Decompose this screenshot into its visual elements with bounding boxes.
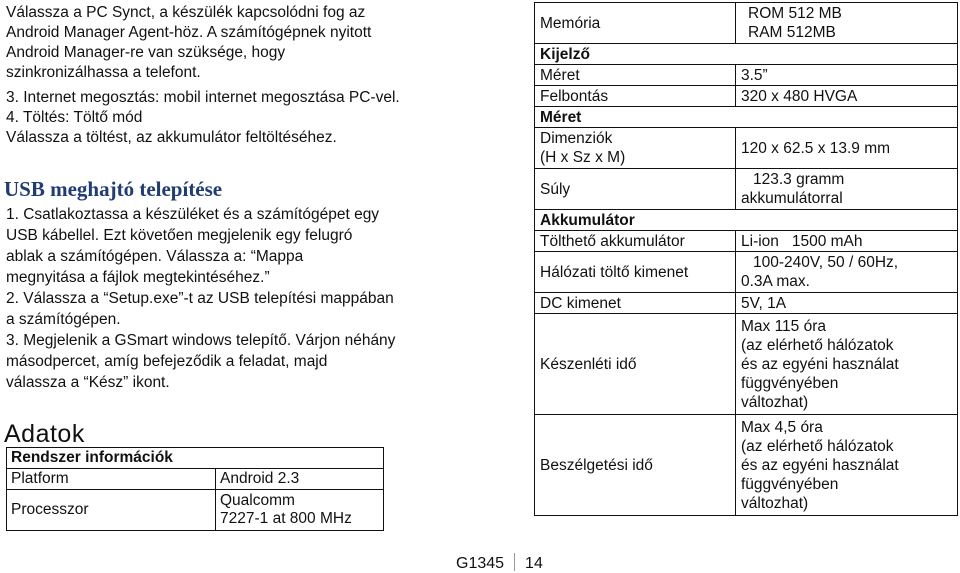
cell-line: változhat)	[741, 494, 809, 512]
cell-line: (az elérhető hálózatok	[741, 437, 894, 455]
table-row	[535, 314, 958, 415]
page-footer	[456, 553, 543, 573]
intro-line: Válassza a PC Synct, a készülék kapcsolódni fog az	[6, 4, 366, 21]
table-cell-value	[216, 490, 384, 531]
intro-line: szinkronizálhassa a telefont.	[6, 64, 201, 81]
intro-line: Android Manager-re van szüksége, hogy	[6, 44, 286, 61]
table-row	[535, 65, 958, 86]
usb-step-line: 2. Válassza a “Setup.exe”-t az USB telepítési mappában	[6, 290, 394, 307]
table-row	[535, 415, 958, 516]
usb-step-line: másodpercet, amíg befejeződik a feladat, majd	[6, 353, 328, 370]
table-cell-value	[736, 3, 958, 44]
table-row	[7, 490, 384, 531]
model-name: G1345	[456, 555, 505, 572]
table-cell-label: Processzor	[7, 490, 216, 531]
table-row	[535, 210, 958, 231]
table-cell-value: Android 2.3	[216, 469, 384, 490]
table-cell-label: Felbontás	[535, 86, 736, 107]
cell-line: függvényében	[741, 374, 839, 392]
table-section-header: Kijelző	[535, 44, 958, 65]
intro-line: Android Manager Agent-höz. A számítógépnek nyitott	[6, 24, 372, 41]
table-cell-label: Beszélgetési idő	[535, 415, 736, 516]
table-row	[535, 231, 958, 252]
table-cell-label: Tölthető akkumulátor	[535, 231, 736, 252]
table-row	[535, 293, 958, 314]
system-info-table	[6, 447, 384, 531]
section-title-adatok: Adatok	[4, 420, 85, 448]
table-cell-value	[736, 314, 958, 415]
cell-line: változhat)	[741, 393, 809, 411]
table-cell-label: DC kimenet	[535, 293, 736, 314]
cell-line: akkumulátorral	[741, 190, 843, 207]
table-cell-value: 5V, 1A	[736, 293, 958, 314]
cell-line: 7227-1 at 800 MHz	[220, 510, 352, 527]
table-row	[535, 252, 958, 293]
footer-divider	[514, 553, 515, 571]
table-row	[7, 448, 384, 469]
usb-step-line: 3. Megjelenik a GSmart windows telepítő. Várjon néhány	[6, 332, 396, 349]
table-row	[535, 169, 958, 210]
cell-line: RAM 512MB	[748, 24, 836, 41]
table-cell-label	[535, 128, 736, 169]
cell-line: függvényében	[741, 475, 839, 493]
list-item: Válassza a töltést, az akkumulátor feltöltéséhez.	[6, 129, 337, 146]
table-section-header: Méret	[535, 107, 958, 128]
table-row	[535, 3, 958, 44]
cell-line: ROM 512 MB	[748, 5, 842, 22]
spec-table	[534, 2, 958, 516]
usb-step-line: válassza a “Kész” ikont.	[6, 374, 170, 391]
cell-line: Max 115 óra	[741, 317, 827, 335]
table-row	[535, 128, 958, 169]
table-cell-value	[736, 169, 958, 210]
usb-step-line: USB kábellel. Ezt követően megjelenik egy felugró	[6, 227, 353, 244]
table-row	[535, 44, 958, 65]
table-cell-label: Memória	[535, 3, 736, 44]
table-header: Rendszer információk	[7, 448, 384, 469]
table-row	[535, 107, 958, 128]
usb-step-line: 1. Csatlakoztassa a készüléket és a számítógépet egy	[6, 206, 380, 223]
cell-line: (H x Sz x M)	[540, 149, 626, 166]
cell-line: 0.3A max.	[741, 273, 810, 290]
cell-line: 100-240V, 50 / 60Hz,	[753, 254, 899, 271]
table-cell-value: 3.5”	[736, 65, 958, 86]
table-cell-label: Hálózati töltő kimenet	[535, 252, 736, 293]
table-cell-value	[736, 415, 958, 516]
cell-line: Qualcomm	[220, 492, 295, 509]
table-row	[7, 469, 384, 490]
table-cell-label: Méret	[535, 65, 736, 86]
usb-step-line: megnyitása a fájlok megtekintéséhez.”	[6, 269, 270, 286]
table-section-header: Akkumulátor	[535, 210, 958, 231]
table-cell-value	[736, 252, 958, 293]
table-cell-label: Platform	[7, 469, 216, 490]
list-item: 4. Töltés: Töltő mód	[6, 109, 143, 126]
cell-line: és az egyéni használat	[741, 355, 899, 373]
table-cell-value: Li-ion 1500 mAh	[736, 231, 958, 252]
page-number: 14	[525, 555, 543, 572]
usb-step-line: a számítógépen.	[6, 311, 121, 328]
cell-line: (az elérhető hálózatok	[741, 336, 894, 354]
table-cell-value: 120 x 62.5 x 13.9 mm	[736, 128, 958, 169]
table-cell-label: Súly	[535, 169, 736, 210]
table-cell-value: 320 x 480 HVGA	[736, 86, 958, 107]
section-title-usb: USB meghajtó telepítése	[4, 177, 223, 201]
list-item: 3. Internet megosztás: mobil internet megosztása PC-vel.	[6, 89, 400, 106]
table-cell-label: Készenléti idő	[535, 314, 736, 415]
cell-line: Dimenziók	[540, 130, 613, 147]
usb-step-line: ablak a számítógépen. Válassza a: “Mappa	[6, 248, 304, 265]
cell-line: Max 4,5 óra	[741, 418, 823, 436]
cell-line: és az egyéni használat	[741, 456, 899, 474]
cell-line: 123.3 gramm	[753, 171, 845, 188]
table-row	[535, 86, 958, 107]
